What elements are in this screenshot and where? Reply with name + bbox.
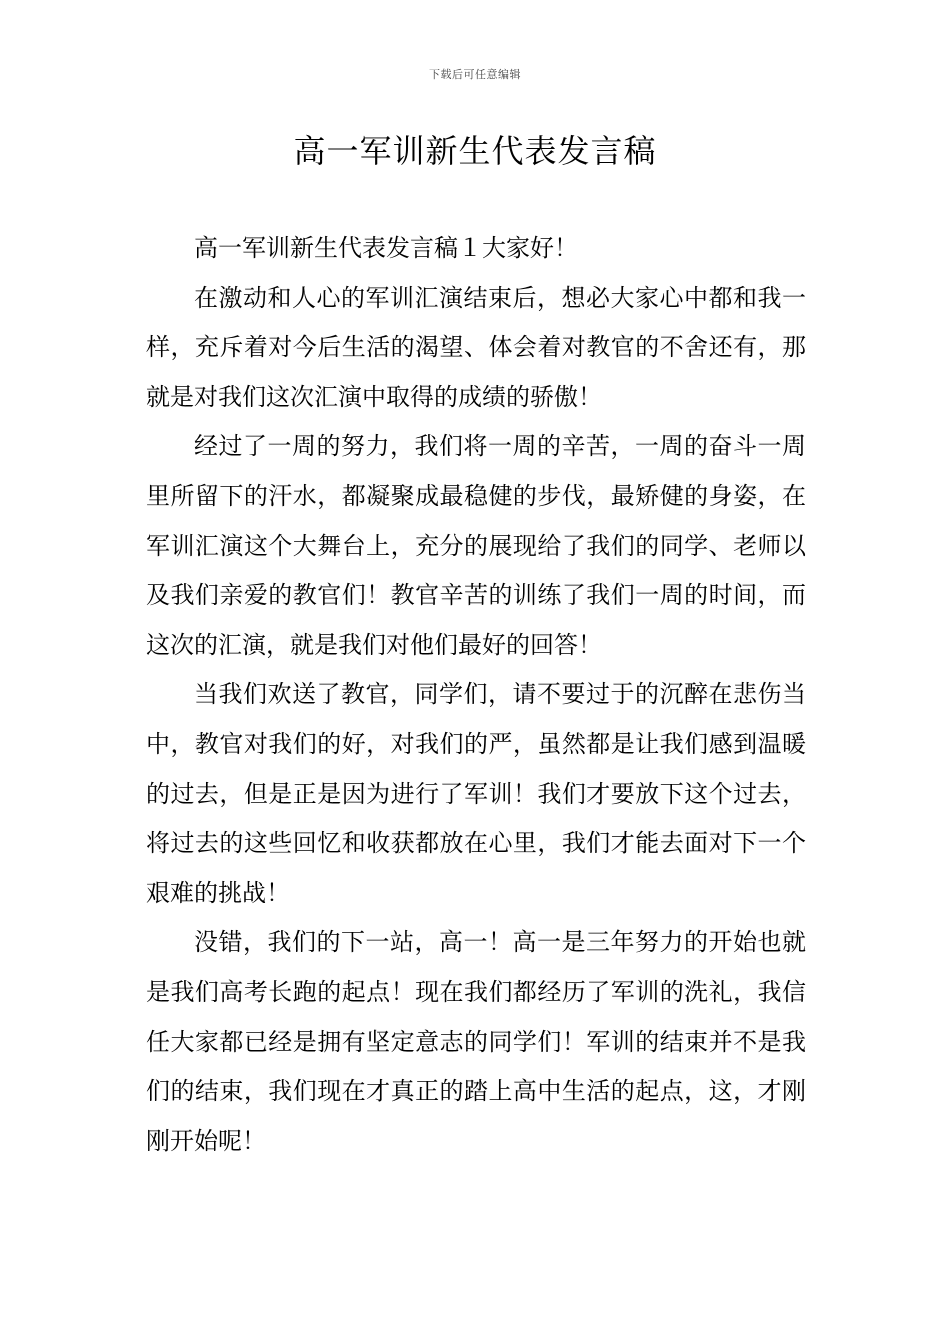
document-title: 高一军训新生代表发言稿 [293, 132, 657, 170]
paragraph-1: 在激动和人心的军训汇演结束后，想必大家心中都和我一样，充斥着对今后生活的渴望、体会着对教官的不舍还有，那就是对我们这次汇演中取得的成绩的骄傲！ [146, 283, 806, 411]
paragraph-greeting: 高一军训新生代表发言稿１大家好！ [194, 234, 578, 262]
paragraph-2: 经过了一周的努力，我们将一周的辛苦，一周的奋斗一周里所留下的汗水，都凝聚成最稳健的步伐，最矫健的身姿，在军训汇演这个大舞台上，充分的展现给了我们的同学、老师以及我们亲爱的教官们！教官辛苦的训练了我们一周的时间，而这次的汇演，就是我们对他们最好的回答！ [146, 432, 806, 659]
document-body [146, 224, 806, 1166]
paragraph-3: 当我们欢送了教官，同学们，请不要过于的沉醉在悲伤当中，教官对我们的好，对我们的严，虽然都是让我们感到温暖的过去，但是正是因为进行了军训！我们才要放下这个过去，将过去的这些回忆和收获都放在心里，我们才能去面对下一个艰难的挑战！ [146, 680, 806, 907]
paragraph-4: 没错，我们的下一站，高一！高一是三年努力的开始也就是我们高考长跑的起点！现在我们都经历了军训的洗礼，我信任大家都已经是拥有坚定意志的同学们！军训的结束并不是我们的结束，我们现在才真正的踏上高中生活的起点，这，才刚刚开始呢！ [146, 928, 806, 1155]
header-note: 下载后可任意编辑 [429, 68, 521, 81]
